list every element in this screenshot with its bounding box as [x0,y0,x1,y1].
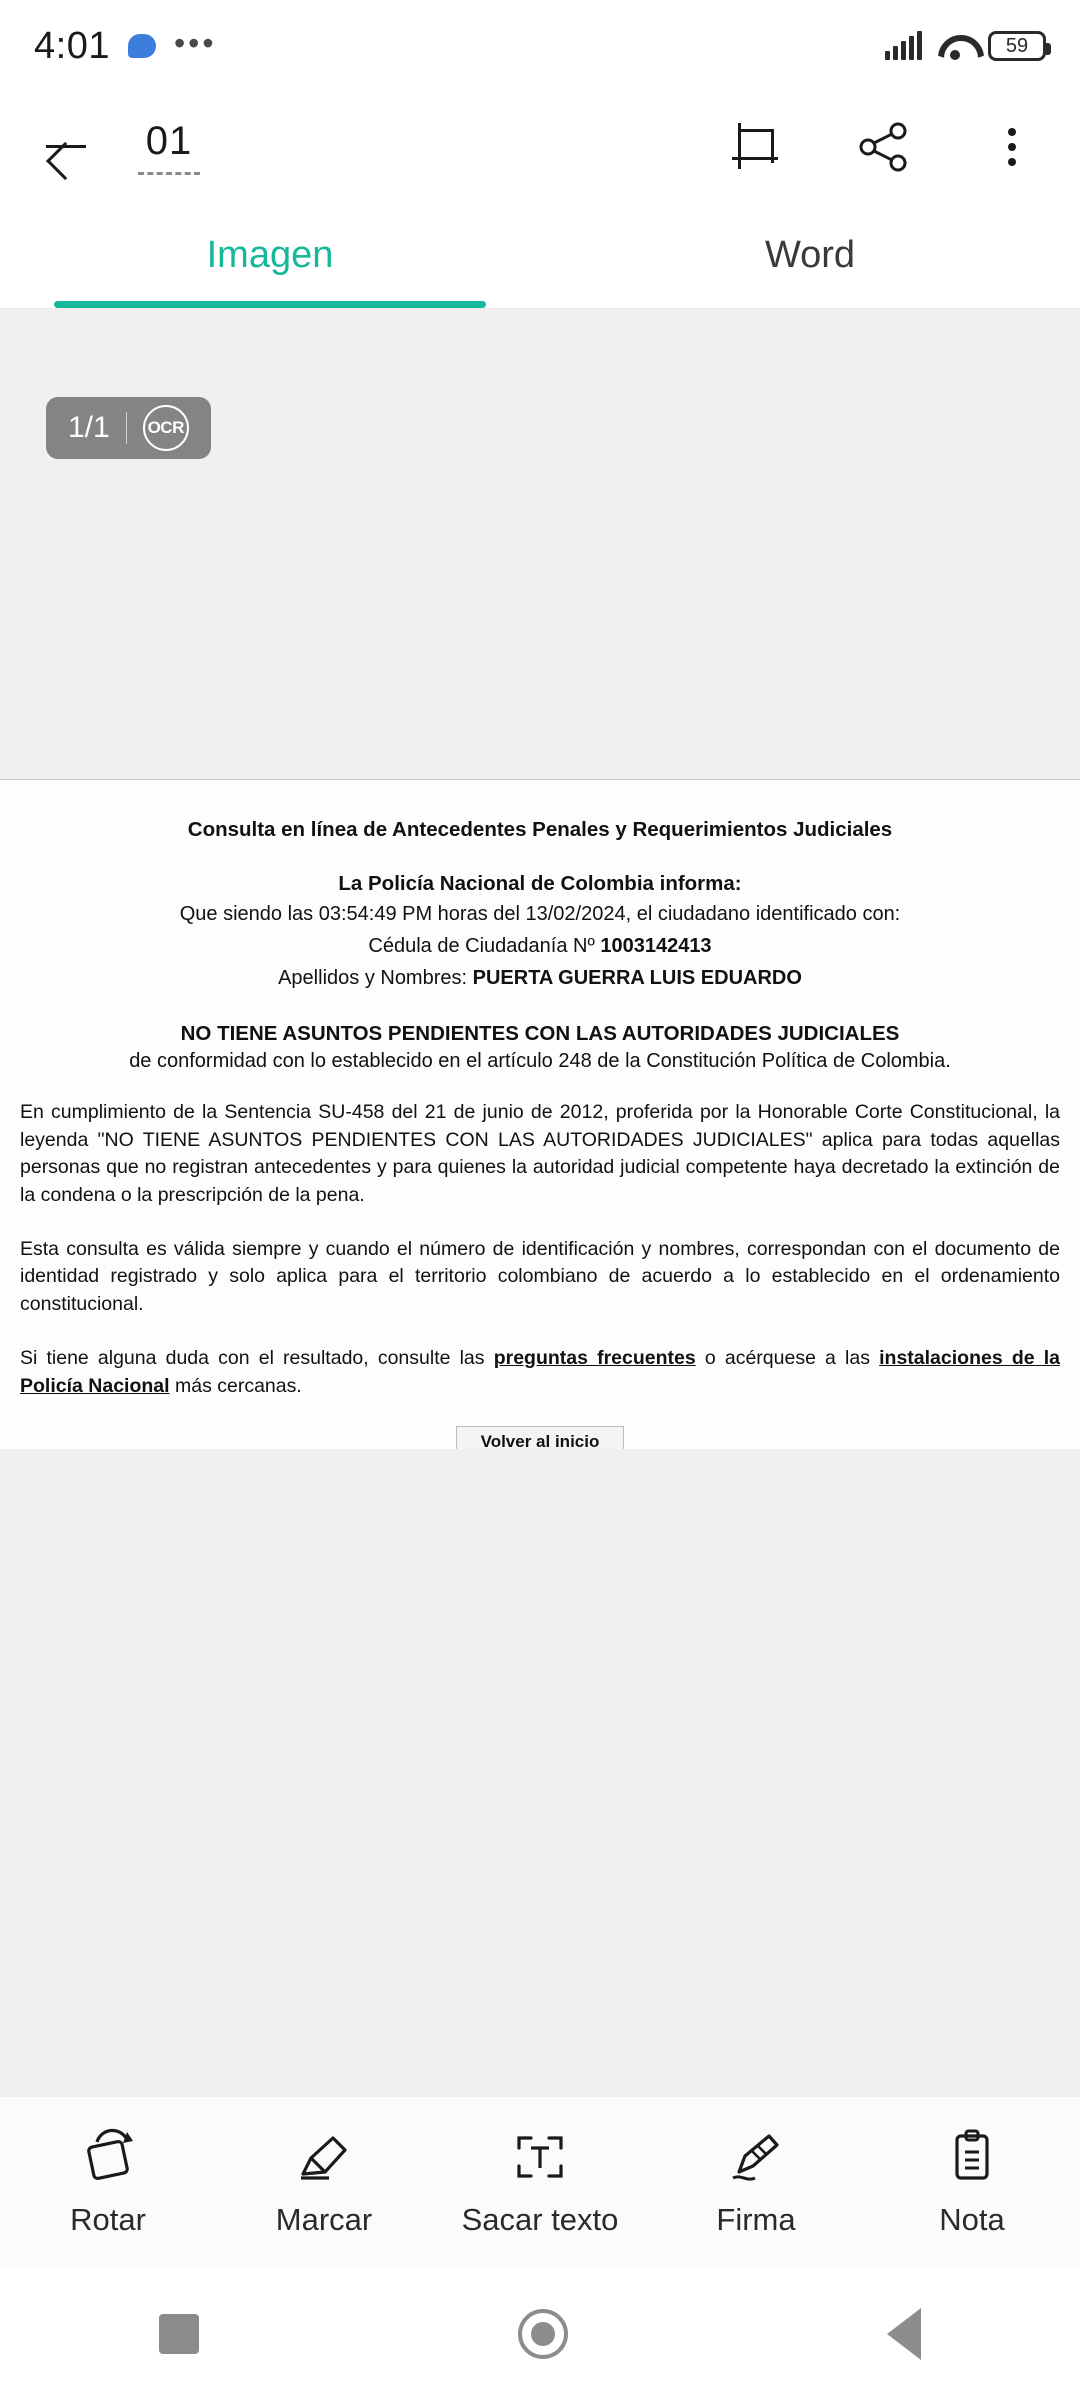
battery-icon [988,31,1046,61]
signature-pen-icon [725,2128,787,2186]
tab-imagen[interactable] [0,202,540,308]
document-title[interactable]: 01 [138,119,200,175]
more-vertical-icon[interactable] [984,119,1040,175]
doc-heading: Consulta en línea de Antecedentes Penales y Requerimientos Judiciales [187,818,893,841]
doc-statement-sub: de conformidad con lo establecido en el artículo 248 de la Constitución Política de Colombia. [129,1050,951,1072]
tab-imagen-label: Imagen [206,233,334,276]
status-time: 4:01 [34,24,110,67]
tool-nota-label: Nota [939,2201,1005,2237]
tool-nota[interactable] [864,2128,1080,2238]
tool-marcar-label: Marcar [275,2201,373,2237]
system-nav-bar [0,2268,1080,2400]
ocr-icon[interactable] [143,405,189,451]
tool-firma-label: Firma [716,2201,796,2237]
doc-names-value: PUERTA GUERRA LUIS EDUARDO [472,967,802,989]
status-bar [0,0,1080,92]
signal-icon [885,32,922,60]
doc-paragraph-3 [12,1345,1068,1400]
doc-paragraph-3-mid: o acérquese a las [695,1346,880,1369]
recents-square-icon[interactable] [159,2314,199,2354]
message-dot-icon [128,34,156,58]
app-bar-actions [728,119,1040,175]
extract-text-icon [509,2128,571,2186]
status-bar-right [885,31,1046,61]
document-title-wrap [138,119,200,175]
back-button[interactable] [40,121,92,173]
doc-cedula-line [12,933,1068,960]
doc-subheading: La Policía Nacional de Colombia informa: [338,872,742,895]
highlighter-icon [293,2128,355,2186]
app-bar [0,92,1080,202]
doc-paragraph-1: En cumplimiento de la Sentencia SU-458 del 21 de junio de 2012, proferida por la Honorable Corte Constitucional, la leyenda "NO TIENE ASUNTOS PENDIENTES CON LAS AUTORIDADES JUDICIALES" aplica para todas aquellas personas que no registran antecedentes y para quienes la autoridad judicial competente haya decretado la extinción de la condena o la prescripción de la pena. [20,1101,1060,1207]
home-circle-icon[interactable] [518,2309,568,2359]
more-dots-icon: ••• [173,25,217,61]
doc-link-instalaciones-policia[interactable]: instalaciones de la Policía Nacional [20,1346,1060,1397]
doc-names-line [12,965,1068,992]
doc-names-label: Apellidos y Nombres: [278,967,473,989]
tool-rotar-label: Rotar [70,2201,146,2237]
doc-paragraph-3-pre: Si tiene alguna duda con el resultado, consulte las [20,1346,494,1369]
tab-word[interactable] [540,202,1080,308]
doc-paragraph-3-post: más cercanas. [169,1374,302,1397]
doc-cedula-label: Cédula de Ciudadanía Nº [368,935,601,957]
battery-level: 59 [1005,34,1029,57]
status-bar-left [34,25,217,68]
doc-paragraph-2: Esta consulta es válida siempre y cuando el número de identificación y nombres, correspondan con el documento de identidad registrado y solo aplica para el territorio colombiano de acuerdo a lo establecido en el ordenamiento constitucional. [20,1237,1060,1316]
rotate-icon [77,2128,139,2186]
tab-word-label: Word [764,233,856,276]
tool-marcar[interactable] [216,2128,432,2238]
scanned-page[interactable] [0,779,1080,1449]
share-icon[interactable] [856,119,912,175]
crop-icon-inner [738,129,774,163]
back-triangle-icon[interactable] [887,2308,921,2360]
viewer-empty-area [0,1478,1080,2096]
doc-statement: NO TIENE ASUNTOS PENDIENTES CON LAS AUTORIDADES JUDICIALES [180,1022,900,1045]
badge-divider [126,412,127,444]
editor-toolbar [0,2096,1080,2268]
wifi-icon [938,33,972,59]
doc-cedula-value: 1003142413 [600,935,712,957]
tool-rotar[interactable] [0,2128,216,2238]
crop-icon[interactable] [728,119,784,175]
doc-datetime-line: Que siendo las 03:54:49 PM horas del 13/02/2024, el ciudadano identificado con: [179,903,901,925]
tool-sacar-texto[interactable] [432,2128,648,2238]
tool-sacar-texto-label: Sacar texto [461,2201,619,2237]
doc-link-preguntas-frecuentes[interactable]: preguntas frecuentes [493,1346,696,1369]
note-icon [941,2128,1003,2186]
ocr-label: OCR [147,418,184,437]
doc-volver-al-inicio-button[interactable]: Volver al inicio [456,1426,624,1449]
document-viewer[interactable] [0,309,1080,1479]
page-indicator-label: 1/1 [68,411,110,444]
tool-firma[interactable] [648,2128,864,2238]
view-mode-tabs [0,202,1080,308]
page-indicator-badge[interactable] [46,397,211,459]
